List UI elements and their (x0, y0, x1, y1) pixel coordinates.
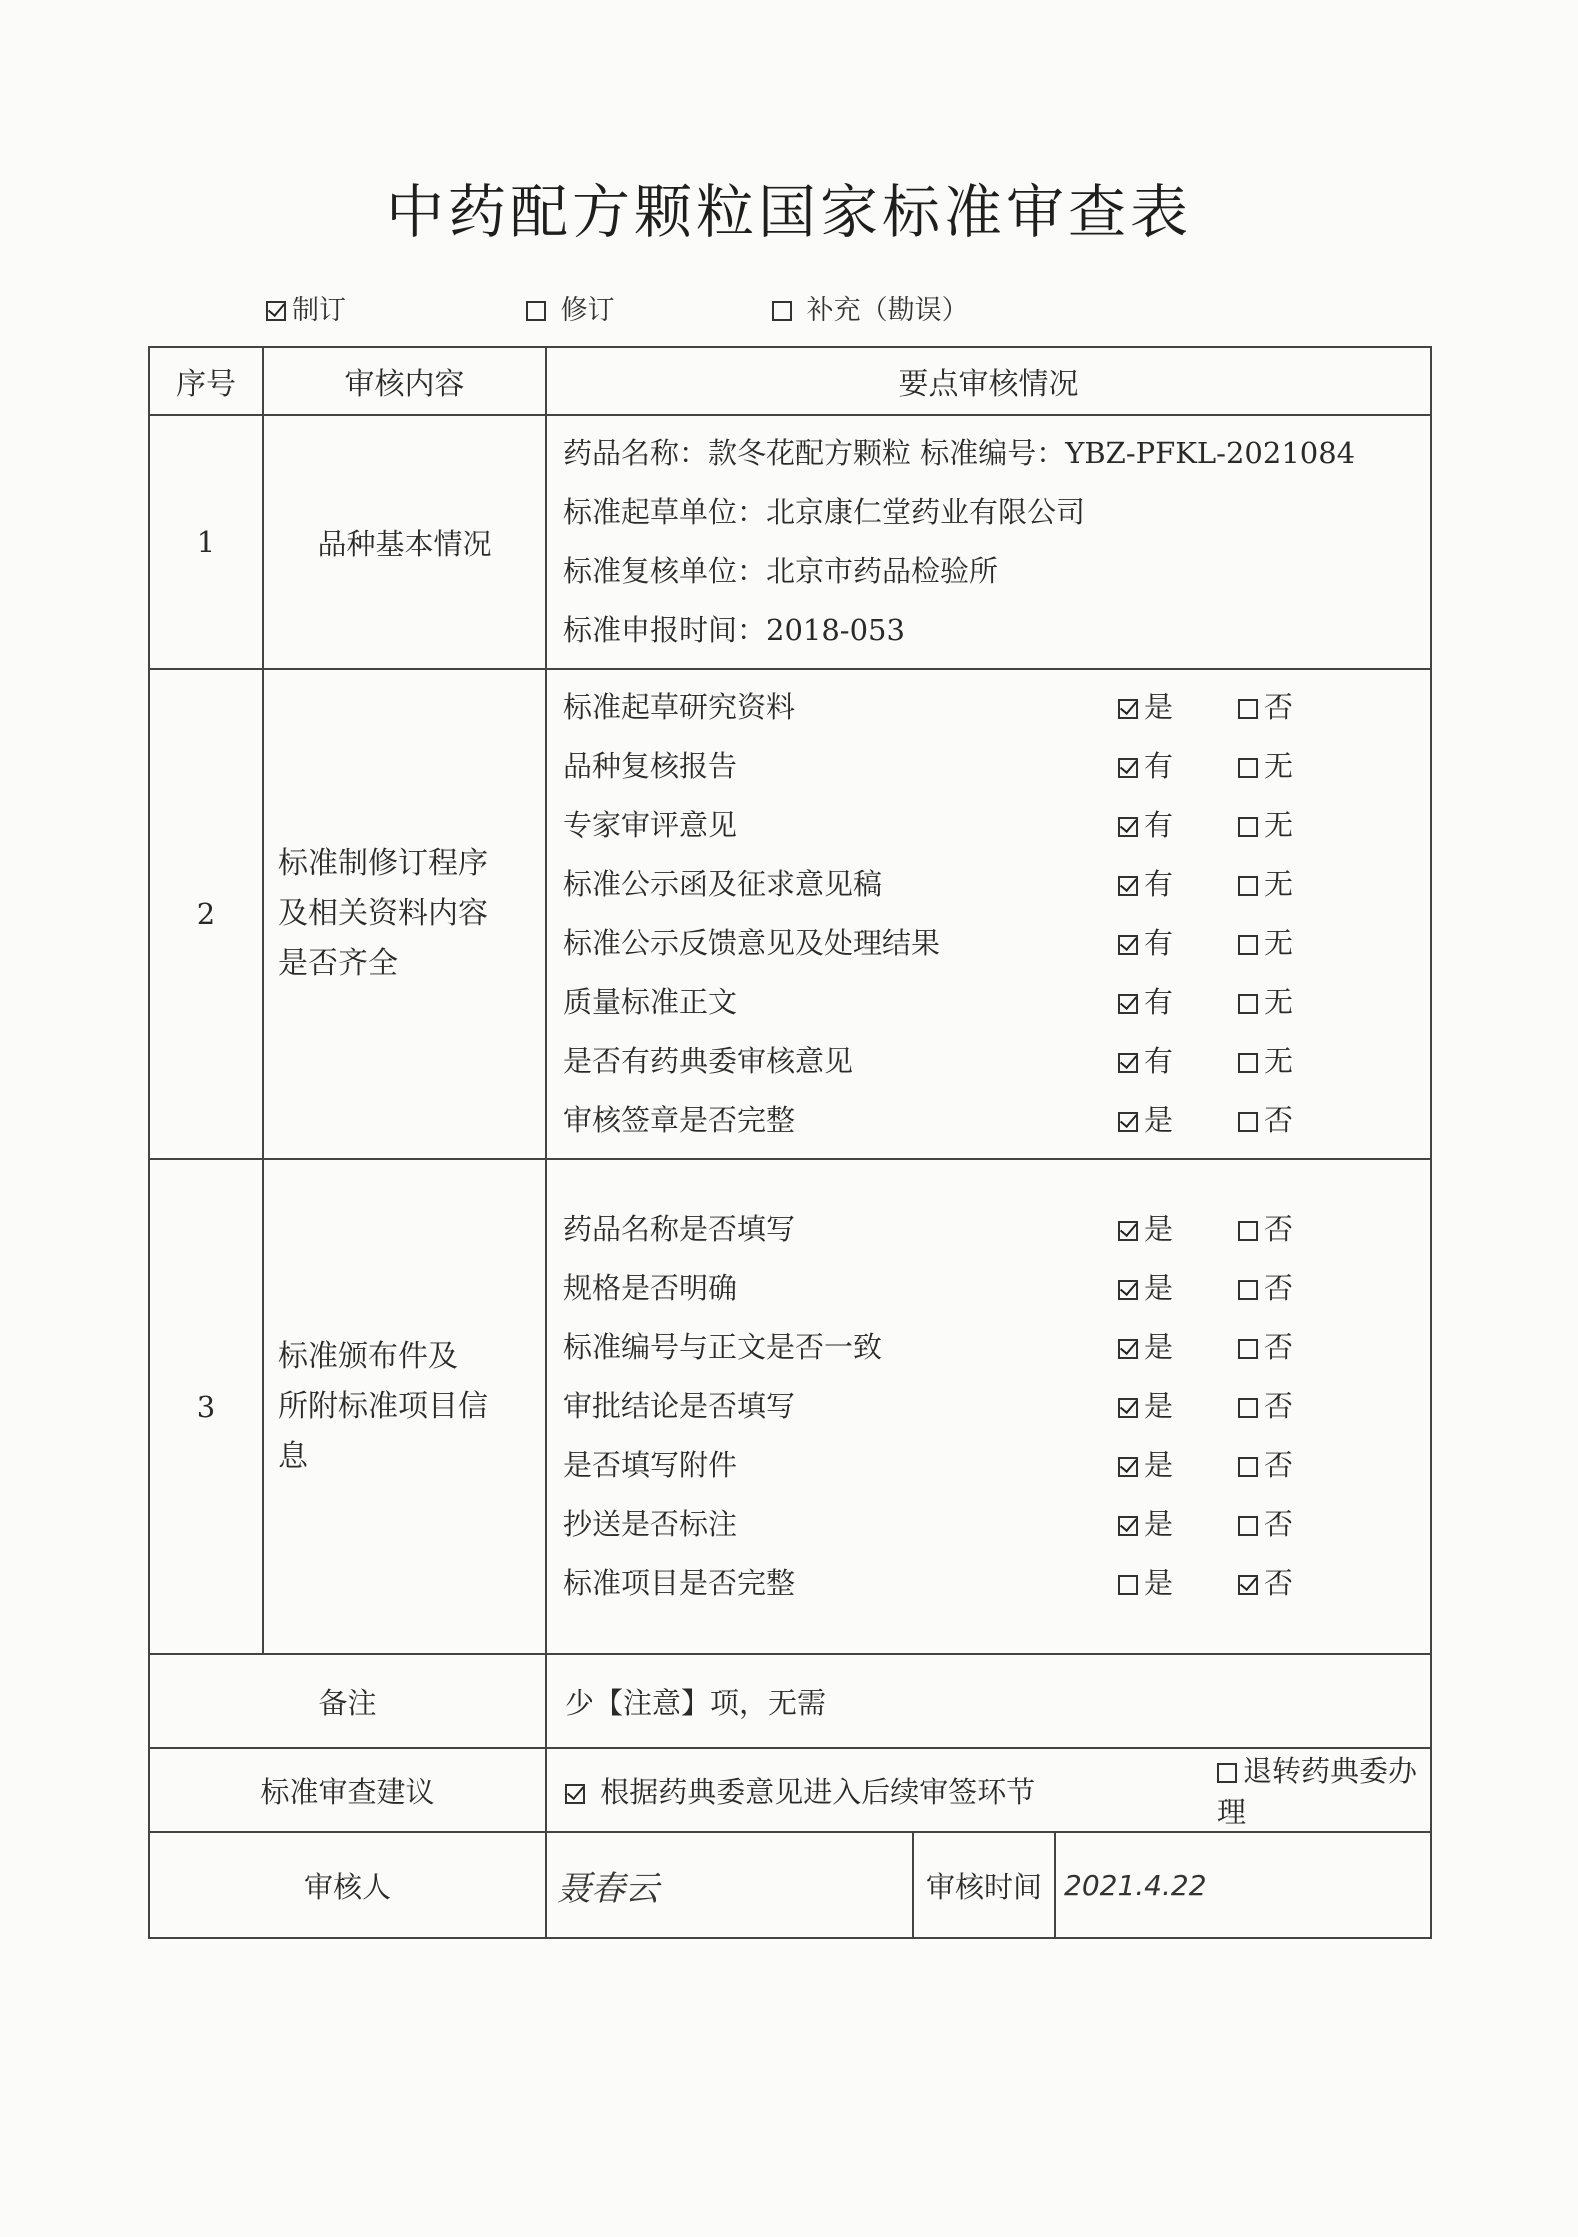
checklist-option-1[interactable] (1118, 1200, 1173, 1259)
checklist-checkbox[interactable] (1238, 758, 1258, 778)
checklist-checkbox[interactable] (1238, 817, 1258, 837)
checklist-option-1[interactable] (1118, 1091, 1173, 1150)
checklist-item (563, 1259, 1414, 1318)
suggestion-option-return[interactable] (1217, 1749, 1430, 1831)
remark-label: 备注 (149, 1654, 546, 1748)
checklist-option-1[interactable] (1118, 1318, 1173, 1377)
checklist-checkbox[interactable] (1238, 1339, 1258, 1359)
checklist-item (563, 678, 1414, 737)
type-option-revise[interactable] (526, 288, 615, 327)
checklist-option-label: 是 (1144, 1271, 1174, 1305)
checklist-checkbox[interactable] (1238, 1053, 1258, 1073)
checklist-option-label: 有 (1144, 867, 1174, 901)
type-option-formulate[interactable] (266, 288, 346, 327)
reviewer-signature: 聂春云 (557, 1868, 659, 1909)
checklist-item (563, 914, 1414, 973)
section2-title (263, 669, 546, 1159)
checklist-item-label: 标准公示函及征求意见稿 (563, 867, 883, 901)
checklist-item (563, 1495, 1414, 1554)
checklist-option-1[interactable] (1118, 737, 1173, 796)
checklist-checkbox[interactable] (1118, 699, 1138, 719)
checklist-option-label: 有 (1144, 749, 1174, 783)
suggestion-options (546, 1748, 1431, 1832)
suggestion-label: 标准审查建议 (149, 1748, 546, 1832)
type-option-supplement[interactable] (772, 288, 969, 327)
section2-title-line: 及相关资料内容 (278, 896, 488, 931)
section3-checklist (546, 1159, 1431, 1654)
checklist-checkbox[interactable] (1118, 1457, 1138, 1477)
checklist-option-label: 无 (1264, 867, 1294, 901)
header-status: 要点审核情况 (546, 347, 1431, 415)
checklist-checkbox[interactable] (1118, 935, 1138, 955)
checklist-option-label: 是 (1144, 1448, 1174, 1482)
checklist-option-1[interactable] (1118, 1032, 1173, 1091)
checklist-option-1[interactable] (1118, 1436, 1173, 1495)
remark-row (149, 1654, 1431, 1748)
page-title: 中药配方颗粒国家标准审查表 (385, 178, 1192, 246)
checklist-option-2[interactable] (1238, 796, 1293, 855)
section3-title-line: 标准颁布件及 (278, 1338, 458, 1374)
type-label-revise: 修订 (560, 295, 615, 326)
checklist-option-2[interactable] (1238, 678, 1293, 737)
checklist-option-2[interactable] (1238, 737, 1293, 796)
checklist-option-2[interactable] (1238, 914, 1293, 973)
checklist-item (563, 973, 1414, 1032)
suggestion-option-proceed[interactable] (565, 1775, 1035, 1809)
checklist-item-label: 药品名称是否填写 (563, 1212, 796, 1246)
checklist-checkbox[interactable] (1238, 1112, 1258, 1132)
checklist-option-2[interactable] (1238, 1200, 1293, 1259)
checklist-checkbox[interactable] (1118, 758, 1138, 778)
section1-row (149, 415, 1431, 669)
detail-line: 药品名称：款冬花配方颗粒 标准编号：YBZ-PFKL-2021084 (563, 436, 1356, 470)
suggestion-text-return: 退转药典委办理 (1217, 1754, 1418, 1829)
checklist-checkbox[interactable] (1118, 1339, 1138, 1359)
checklist-checkbox[interactable] (1238, 1280, 1258, 1300)
checklist-option-label: 无 (1264, 808, 1294, 842)
checklist-option-label: 是 (1144, 690, 1174, 724)
type-checkbox-formulate[interactable] (266, 301, 286, 321)
checklist-option-2[interactable] (1238, 973, 1293, 1032)
checklist-option-2[interactable] (1238, 1436, 1293, 1495)
checklist-checkbox[interactable] (1238, 1398, 1258, 1418)
section1-num: 1 (149, 415, 263, 669)
checklist-option-label: 有 (1144, 808, 1174, 842)
checklist-option-label: 是 (1144, 1389, 1174, 1423)
checklist-option-2[interactable] (1238, 1259, 1293, 1318)
checklist-item-label: 抄送是否标注 (563, 1507, 738, 1541)
reviewer-row (149, 1832, 1431, 1938)
suggestion-text-proceed: 根据药典委意见进入后续审签环节 (600, 1774, 1036, 1809)
checklist-item-label: 规格是否明确 (563, 1271, 738, 1305)
checklist-option-1[interactable] (1118, 1554, 1173, 1613)
checklist-item-label: 审批结论是否填写 (563, 1389, 796, 1423)
section1-title: 品种基本情况 (263, 415, 546, 669)
checklist-checkbox[interactable] (1238, 699, 1258, 719)
checklist-item (563, 855, 1414, 914)
suggestion-row (149, 1748, 1431, 1832)
type-label-formulate: 制订 (292, 295, 346, 326)
checklist-item (563, 1091, 1414, 1150)
section3-title (263, 1159, 546, 1654)
review-time-label: 审核时间 (913, 1833, 1054, 1937)
checklist-item-label: 是否填写附件 (563, 1448, 738, 1482)
checklist-item (563, 1318, 1414, 1377)
suggestion-checkbox-proceed[interactable] (565, 1784, 585, 1804)
checklist-option-label: 否 (1264, 690, 1294, 724)
checklist-item-label: 品种复核报告 (563, 749, 738, 783)
checklist-option-2[interactable] (1238, 1318, 1293, 1377)
checklist-option-label: 无 (1264, 1044, 1294, 1078)
checklist-option-label: 是 (1144, 1507, 1174, 1541)
checklist-option-label: 是 (1144, 1330, 1174, 1364)
checklist-option-1[interactable] (1118, 973, 1173, 1032)
checklist-option-label: 否 (1264, 1389, 1294, 1423)
checklist-option-label: 否 (1264, 1103, 1294, 1137)
checklist-checkbox[interactable] (1118, 1575, 1138, 1595)
section3-title-line: 息 (278, 1438, 308, 1474)
checklist-checkbox[interactable] (1238, 1221, 1258, 1241)
checklist-option-2[interactable] (1238, 1554, 1293, 1613)
checklist-checkbox[interactable] (1238, 1575, 1258, 1595)
reviewer-cell (546, 1832, 1055, 1938)
checklist-option-label: 是 (1144, 1566, 1174, 1600)
section2-num: 2 (149, 669, 263, 1159)
review-time-value: 2021.4.22 (1055, 1832, 1431, 1938)
section3-row (149, 1159, 1431, 1654)
section2-title-line: 是否齐全 (278, 946, 398, 981)
header-seq: 序号 (149, 347, 263, 415)
checklist-option-2[interactable] (1238, 1091, 1293, 1150)
checklist-item (563, 1200, 1414, 1259)
reviewer-label: 审核人 (149, 1832, 546, 1938)
type-checkbox-revise[interactable] (526, 301, 546, 321)
checklist-option-1[interactable] (1118, 914, 1173, 973)
detail-line: 标准申报时间：2018-053 (563, 613, 905, 647)
checklist-item (563, 1554, 1414, 1613)
checklist-option-1[interactable] (1118, 1495, 1173, 1554)
checklist-option-label: 有 (1144, 926, 1174, 960)
checklist-item (563, 1032, 1414, 1091)
checklist-checkbox[interactable] (1118, 1398, 1138, 1418)
checklist-option-2[interactable] (1238, 1032, 1293, 1091)
type-checkbox-supplement[interactable] (772, 301, 792, 321)
checklist-checkbox[interactable] (1238, 1516, 1258, 1536)
checklist-option-label: 否 (1264, 1507, 1294, 1541)
section1-details (546, 415, 1431, 669)
checklist-item-label: 标准编号与正文是否一致 (563, 1330, 883, 1364)
checklist-item-label: 标准起草研究资料 (563, 690, 796, 724)
checklist-item (563, 1436, 1414, 1495)
detail-line: 标准复核单位：北京市药品检验所 (563, 554, 999, 588)
checklist-checkbox[interactable] (1118, 1112, 1138, 1132)
checklist-item-label: 专家审评意见 (563, 808, 738, 842)
checklist-checkbox[interactable] (1118, 817, 1138, 837)
checklist-option-label: 有 (1144, 985, 1174, 1019)
checklist-option-label: 是 (1144, 1212, 1174, 1246)
checklist-option-label: 否 (1264, 1271, 1294, 1305)
checklist-checkbox[interactable] (1238, 876, 1258, 896)
checklist-option-2[interactable] (1238, 1377, 1293, 1436)
checklist-checkbox[interactable] (1238, 1457, 1258, 1477)
checklist-item (563, 737, 1414, 796)
checklist-option-label: 否 (1264, 1212, 1294, 1246)
checklist-option-1[interactable] (1118, 1259, 1173, 1318)
checklist-item-label: 质量标准正文 (563, 985, 738, 1019)
checklist-option-label: 是 (1144, 1103, 1174, 1137)
checklist-item-label: 是否有药典委审核意见 (563, 1044, 854, 1078)
checklist-option-1[interactable] (1118, 1377, 1173, 1436)
checklist-item-label: 标准公示反馈意见及处理结果 (563, 926, 941, 960)
checklist-checkbox[interactable] (1118, 1516, 1138, 1536)
checklist-option-1[interactable] (1118, 796, 1173, 855)
checklist-option-1[interactable] (1118, 678, 1173, 737)
checklist-option-label: 无 (1264, 985, 1294, 1019)
remark-value: 少【注意】项，无需 (546, 1654, 1431, 1748)
checklist-checkbox[interactable] (1238, 935, 1258, 955)
checklist-item-label: 标准项目是否完整 (563, 1566, 796, 1600)
detail-line: 标准起草单位：北京康仁堂药业有限公司 (563, 495, 1086, 529)
checklist-item (563, 796, 1414, 855)
checklist-checkbox[interactable] (1118, 876, 1138, 896)
checklist-item (563, 1377, 1414, 1436)
section3-num: 3 (149, 1159, 263, 1654)
reviewer-inner (547, 1833, 1054, 1937)
checklist-checkbox[interactable] (1118, 994, 1138, 1014)
table-header-row (149, 347, 1431, 415)
checklist-option-label: 否 (1264, 1448, 1294, 1482)
section3-title-line: 所附标准项目信 (278, 1388, 488, 1424)
type-label-supplement: 补充（勘误） (806, 295, 969, 326)
section2-checklist (546, 669, 1431, 1159)
checklist-option-1[interactable] (1118, 855, 1173, 914)
checklist-item-label: 审核签章是否完整 (563, 1103, 796, 1137)
checklist-option-2[interactable] (1238, 855, 1293, 914)
checklist-checkbox[interactable] (1118, 1053, 1138, 1073)
checklist-option-label: 否 (1264, 1330, 1294, 1364)
header-content: 审核内容 (263, 347, 546, 415)
checklist-option-label: 无 (1264, 749, 1294, 783)
checklist-checkbox[interactable] (1118, 1221, 1138, 1241)
checklist-checkbox[interactable] (1238, 994, 1258, 1014)
checklist-option-2[interactable] (1238, 1495, 1293, 1554)
section2-row (149, 669, 1431, 1159)
section2-title-line: 标准制修订程序 (278, 846, 488, 881)
checklist-checkbox[interactable] (1118, 1280, 1138, 1300)
checklist-option-label: 否 (1264, 1566, 1294, 1600)
checklist-option-label: 有 (1144, 1044, 1174, 1078)
checklist-option-label: 无 (1264, 926, 1294, 960)
review-table (148, 346, 1432, 1939)
suggestion-checkbox-return[interactable] (1217, 1763, 1237, 1783)
